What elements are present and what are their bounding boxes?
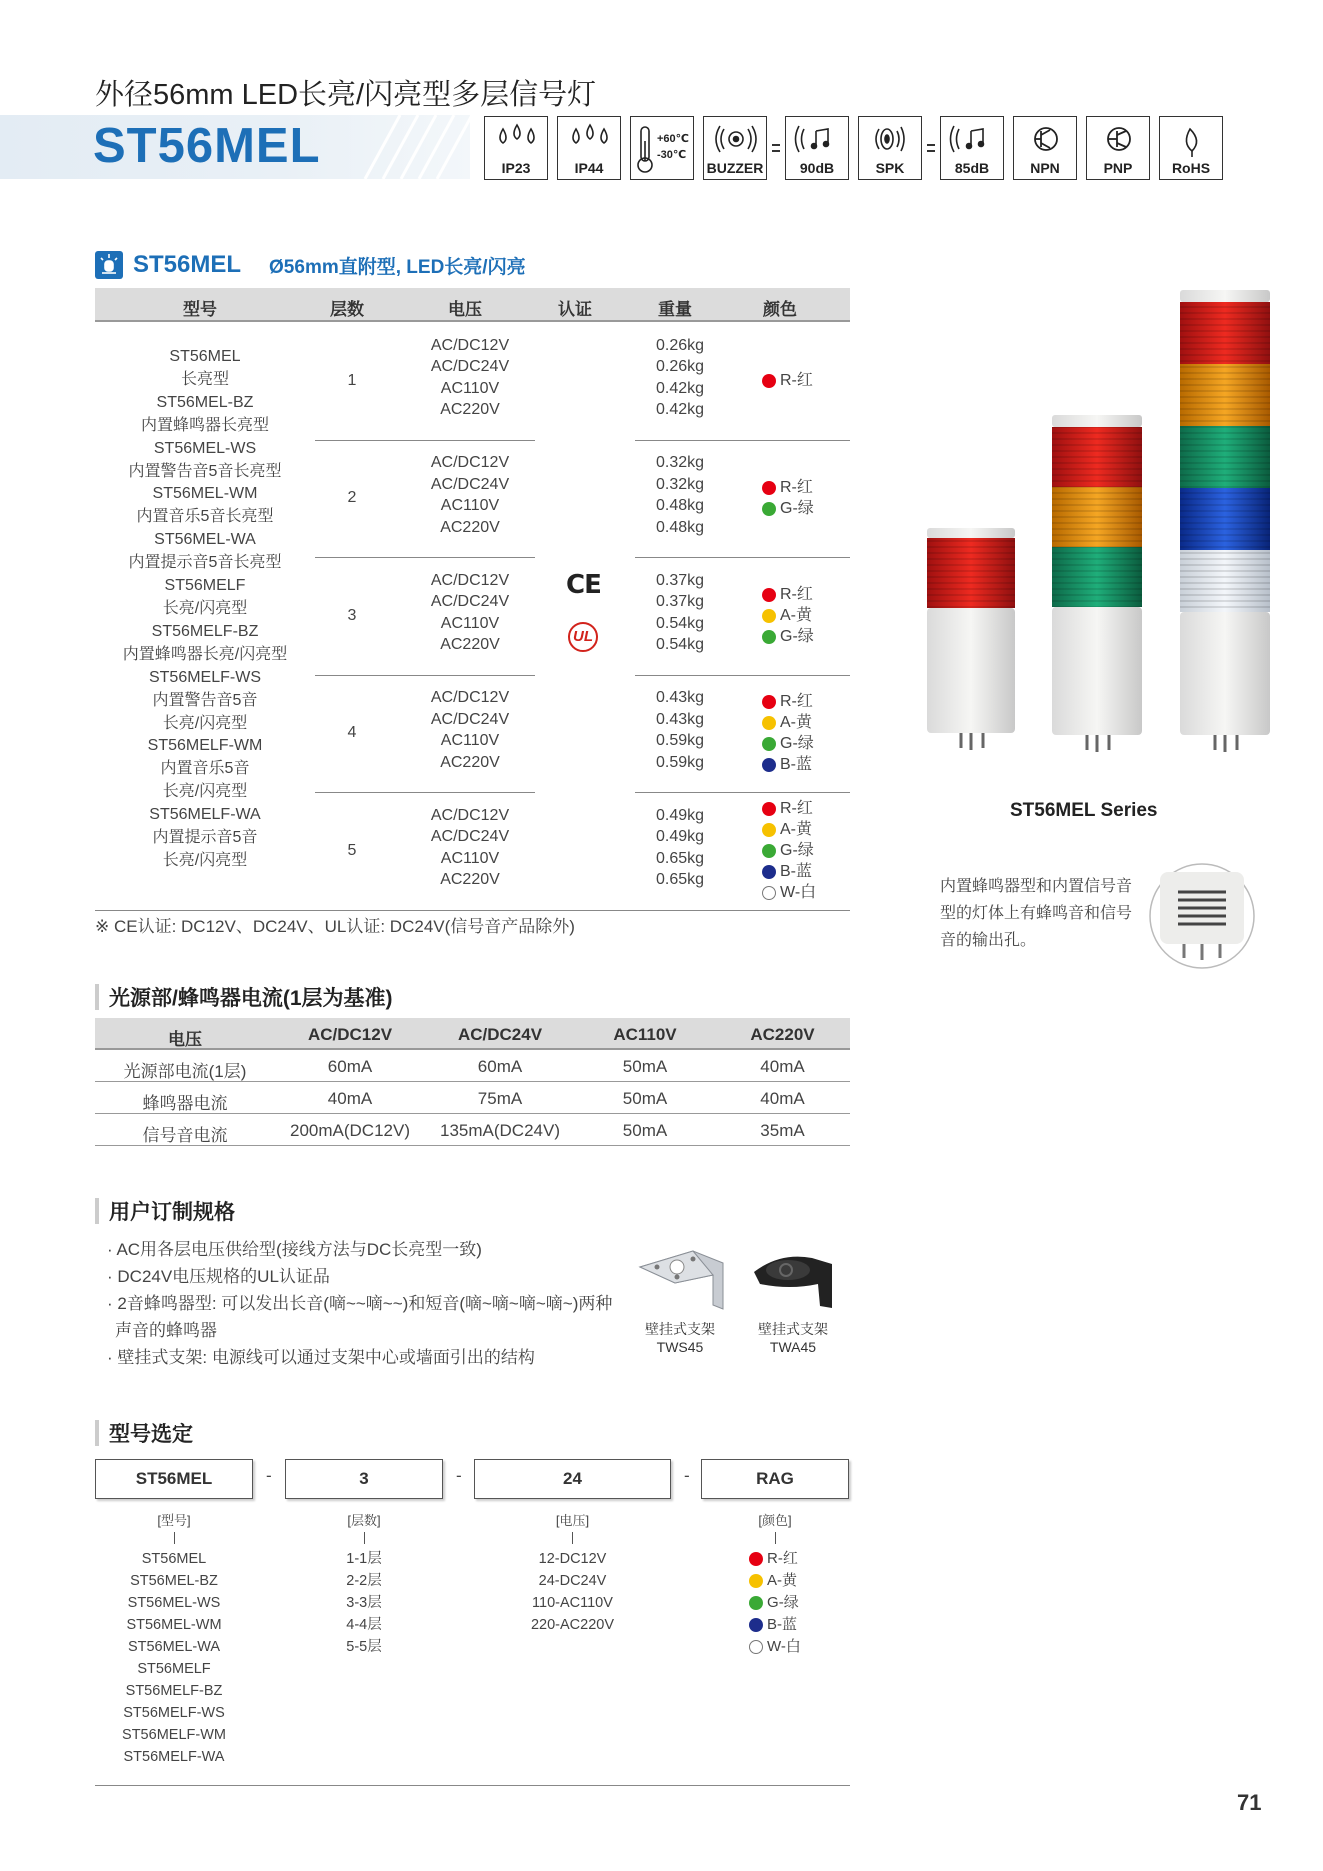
color-option	[762, 584, 814, 605]
voltage-value: AC220V	[440, 871, 500, 889]
color-dot	[762, 374, 776, 388]
selection-box-layers: 3	[285, 1459, 443, 1499]
signal-light-icon	[95, 251, 123, 279]
cert-note: ※ CE认证: DC12V、DC24V、UL认证: DC24V(信号音产品除外)	[95, 917, 575, 936]
weight-value: 0.43kg	[655, 710, 705, 728]
color-dot	[762, 886, 776, 900]
option-item: ST56MELF-WS	[123, 1705, 225, 1721]
model-name: ST56MELF-WM	[147, 737, 263, 755]
spec-badges	[484, 116, 1223, 180]
badge-label: IP23	[501, 160, 531, 176]
current-table-cell: 电压	[168, 1030, 202, 1049]
color-dot	[762, 865, 776, 879]
option-item: 24-DC24V	[538, 1573, 607, 1589]
current-table-cell: 200mA(DC12V)	[290, 1121, 410, 1140]
weight-value: 0.49kg	[655, 828, 705, 846]
model-name: ST56MELF-WA	[149, 806, 261, 824]
current-table-row	[95, 1050, 850, 1082]
weight-value: 0.26kg	[655, 358, 705, 376]
current-table-cell: 60mA	[327, 1057, 373, 1076]
equals-separator	[927, 116, 935, 180]
color-label: R-红	[780, 372, 813, 390]
voltage-options	[474, 1510, 671, 1636]
badge-spk	[858, 116, 922, 180]
option-item: 12-DC12V	[538, 1551, 607, 1567]
model-name: 长亮/闪亮型	[162, 599, 248, 617]
section-current-header	[95, 982, 393, 1012]
current-table-cell: 135mA(DC24V)	[440, 1121, 560, 1140]
model-name: 长亮/闪亮型	[162, 783, 248, 801]
option-item: 1-1层	[346, 1551, 382, 1567]
product-description: 内置蜂鸣器型和内置信号音 型的灯体上有蜂鸣音和信号 音的输出孔。	[940, 878, 1133, 949]
model-name: 内置蜂鸣器长亮型	[140, 416, 269, 434]
option-item: 220-AC220V	[530, 1617, 615, 1633]
option-item: ST56MEL-WM	[126, 1617, 222, 1633]
voltage-value: AC220V	[440, 401, 500, 419]
model-name: ST56MELF-WS	[148, 668, 261, 686]
model-name: ST56MEL-WA	[154, 531, 256, 549]
color-dot	[762, 823, 776, 837]
voltage-value: AC/DC24V	[430, 475, 510, 493]
voltage-value: AC220V	[440, 753, 500, 771]
voltage-value: AC/DC12V	[430, 336, 510, 354]
color-label: G-绿	[780, 735, 814, 753]
color-dot	[762, 630, 776, 644]
color-label: R-红	[780, 586, 813, 604]
color-list	[762, 477, 814, 519]
th-voltage: 电压	[448, 300, 482, 319]
badge-label: PNP	[1103, 160, 1133, 176]
model-name: 内置音乐5音长亮型	[136, 508, 274, 526]
current-table-cell: 40mA	[760, 1057, 805, 1076]
option-label: [层数]	[347, 1513, 381, 1528]
th-weight: 重量	[658, 300, 692, 319]
weight-value: 0.32kg	[655, 454, 705, 472]
buzzer-detail-image	[1148, 862, 1256, 970]
voltage-value: AC/DC12V	[430, 454, 510, 472]
color-list	[762, 798, 816, 903]
option-connector	[174, 1532, 175, 1544]
voltage-list	[410, 570, 530, 656]
color-option	[762, 754, 814, 775]
color-label: G-绿	[767, 1594, 799, 1611]
badge-label: NPN	[1030, 160, 1060, 176]
temperature-range: +60℃ -30℃	[657, 133, 689, 161]
bracket-twa45-caption: 壁挂式支架 TWA45	[758, 1321, 828, 1355]
weight-value: 0.42kg	[655, 401, 705, 419]
selection-box-color: RAG	[701, 1459, 849, 1499]
custom-spec-item: · DC24V电压规格的UL认证品	[107, 1267, 330, 1286]
model-name: ST56MEL	[169, 348, 241, 365]
option-item	[749, 1592, 801, 1614]
equals-separator	[772, 116, 780, 180]
voltage-value: AC/DC12V	[430, 571, 510, 589]
bracket-tws45-caption: 壁挂式支架 TWS45	[645, 1321, 715, 1355]
color-option	[762, 840, 816, 861]
weight-list	[640, 687, 720, 773]
th-model: 型号	[183, 300, 217, 319]
option-item: ST56MELF-WM	[122, 1727, 226, 1743]
color-dot	[762, 737, 776, 751]
color-option	[762, 882, 816, 903]
current-table-cell: 蜂鸣器电流	[142, 1094, 228, 1113]
weight-list	[640, 570, 720, 656]
current-table-header	[95, 1018, 850, 1050]
model-name: 内置蜂鸣器长亮/闪亮型	[122, 645, 288, 663]
option-item: ST56MEL-WS	[127, 1595, 221, 1611]
option-item: ST56MELF-BZ	[125, 1683, 223, 1699]
option-label: [型号]	[157, 1513, 191, 1528]
badge-label: BUZZER	[706, 160, 764, 176]
weight-value: 0.49kg	[655, 806, 705, 824]
selection-box-model: ST56MEL	[95, 1459, 253, 1499]
section-custom-header	[95, 1196, 235, 1226]
color-option	[762, 626, 814, 647]
voltage-value: AC110V	[440, 614, 500, 632]
badge-90db	[785, 116, 849, 180]
current-table-cell: AC/DC12V	[307, 1025, 393, 1044]
spec-table-header	[95, 288, 850, 322]
color-option	[762, 733, 814, 754]
option-item: ST56MELF-WA	[123, 1749, 225, 1765]
color-list	[762, 584, 814, 647]
layer-count: 1	[347, 371, 357, 389]
option-item	[749, 1570, 801, 1592]
color-dot	[762, 716, 776, 730]
layer-count: 4	[347, 724, 357, 742]
section-product-header	[95, 251, 526, 279]
weight-value: 0.48kg	[655, 518, 705, 536]
current-table-cell: 40mA	[760, 1089, 805, 1108]
color-dot	[749, 1596, 763, 1610]
color-label: W-白	[767, 1638, 801, 1655]
section-custom-title: 用户订制规格	[109, 1201, 235, 1224]
model-name: 内置提示音5音长亮型	[128, 554, 282, 572]
badge-ip23	[484, 116, 548, 180]
selection-box-voltage: 24	[474, 1459, 671, 1499]
color-option	[762, 477, 814, 498]
selection-separator: -	[456, 1466, 462, 1485]
weight-value: 0.65kg	[655, 849, 705, 867]
section-current-title: 光源部/蜂鸣器电流(1层为基准)	[109, 987, 393, 1010]
option-item	[749, 1636, 801, 1658]
current-table-cell: AC/DC24V	[457, 1025, 543, 1044]
voltage-value: AC/DC24V	[430, 828, 510, 846]
option-item: ST56MELF	[137, 1661, 211, 1677]
layer-options	[285, 1510, 443, 1658]
color-label: B-蓝	[767, 1616, 798, 1633]
voltage-value: AC110V	[440, 732, 500, 750]
voltage-value: AC220V	[440, 636, 500, 654]
color-dot	[762, 802, 776, 816]
color-dot	[749, 1574, 763, 1588]
weight-value: 0.48kg	[655, 497, 705, 515]
weight-value: 0.26kg	[655, 336, 705, 354]
color-label: B-蓝	[780, 863, 813, 881]
option-item	[749, 1614, 801, 1636]
weight-value: 0.32kg	[655, 475, 705, 493]
page-subtitle: 外径56mm LED长亮/闪亮型多层信号灯	[95, 79, 597, 111]
color-dot	[762, 609, 776, 623]
option-item: 3-3层	[346, 1595, 382, 1611]
model-name: 内置提示音5音	[152, 829, 258, 847]
option-item: ST56MEL-BZ	[130, 1573, 218, 1589]
model-name: ST56MELF-BZ	[151, 622, 259, 640]
table-bottom-line	[95, 910, 850, 912]
color-label: R-红	[780, 693, 813, 711]
badge-temperature	[630, 116, 694, 180]
voltage-value: AC110V	[440, 379, 500, 397]
badge-label: RoHS	[1171, 160, 1211, 176]
custom-spec-item: 声音的蜂鸣器	[115, 1321, 217, 1340]
badge-ip44	[557, 116, 621, 180]
current-table	[95, 1018, 850, 1146]
section-product-title: ST56MEL	[133, 251, 242, 278]
footer-line	[95, 1785, 850, 1786]
current-table-cell: 75mA	[477, 1089, 523, 1108]
th-cert: 认证	[558, 300, 592, 319]
weight-value: 0.42kg	[655, 379, 705, 397]
voltage-list	[410, 335, 530, 421]
badge-label: 90dB	[799, 160, 835, 176]
color-label: A-黄	[780, 714, 813, 732]
page-number: 71	[1237, 1790, 1262, 1815]
color-list	[762, 370, 813, 391]
badge-pnp	[1086, 116, 1150, 180]
ce-mark: CE	[566, 570, 601, 600]
badge-85db	[940, 116, 1004, 180]
current-table-cell: 35mA	[760, 1121, 805, 1140]
color-label: B-蓝	[780, 756, 813, 774]
color-dot	[762, 758, 776, 772]
badge-label: SPK	[875, 160, 905, 176]
voltage-list	[410, 805, 530, 891]
color-dot	[762, 481, 776, 495]
model-name: ST56MEL-WS	[153, 439, 257, 457]
voltage-value: AC/DC12V	[430, 689, 510, 707]
color-label: W-白	[780, 884, 817, 902]
color-option	[762, 798, 816, 819]
badge-label: IP44	[574, 160, 604, 176]
title-band-stripes	[355, 115, 475, 179]
model-name: 长亮/闪亮型	[162, 851, 248, 869]
series-label: ST56MEL Series	[1010, 800, 1158, 821]
current-table-cell: 40mA	[327, 1089, 373, 1108]
section-selection-title: 型号选定	[109, 1423, 193, 1446]
option-item	[749, 1548, 801, 1570]
voltage-value: AC/DC12V	[430, 806, 510, 824]
color-label: R-红	[780, 800, 813, 818]
bracket-twa45-image	[750, 1240, 838, 1312]
option-item: 5-5层	[346, 1639, 382, 1655]
weight-list	[640, 335, 720, 421]
color-dot	[749, 1552, 763, 1566]
voltage-value: AC/DC24V	[430, 593, 510, 611]
color-option	[762, 605, 814, 626]
weight-value: 0.37kg	[655, 593, 705, 611]
model-name: ST56MEL-WM	[152, 485, 258, 503]
voltage-value: AC/DC24V	[430, 710, 510, 728]
color-list	[762, 691, 814, 775]
color-label: G-绿	[780, 842, 814, 860]
custom-spec-item: · 壁挂式支架: 电源线可以通过支架中心或墙面引出的结构	[107, 1348, 535, 1367]
voltage-value: AC220V	[440, 518, 500, 536]
badge-rohs	[1159, 116, 1223, 180]
weight-value: 0.54kg	[655, 614, 705, 632]
color-dot	[762, 695, 776, 709]
current-table-cell: 60mA	[477, 1057, 523, 1076]
badge-buzzer	[703, 116, 767, 180]
current-table-cell: 信号音电流	[142, 1126, 228, 1145]
color-label: G-绿	[780, 628, 814, 646]
badge-npn	[1013, 116, 1077, 180]
ul-mark: UL	[568, 622, 598, 652]
color-dot	[749, 1618, 763, 1632]
color-option	[762, 370, 813, 391]
section-selection-header	[95, 1418, 193, 1448]
current-table-row	[95, 1082, 850, 1114]
option-item: 110-AC110V	[532, 1595, 613, 1611]
current-table-row	[95, 1114, 850, 1146]
model-name: 长亮/闪亮型	[162, 714, 248, 732]
weight-value: 0.59kg	[655, 753, 705, 771]
custom-spec-list	[107, 1236, 612, 1371]
color-dot	[762, 588, 776, 602]
model-name: ST56MELF	[164, 577, 246, 595]
product-image-towers	[915, 280, 1275, 760]
option-item: ST56MEL-WA	[127, 1639, 221, 1655]
color-label: A-黄	[780, 607, 813, 625]
model-name: 内置警告音5音	[152, 691, 258, 709]
current-table-cell: 50mA	[622, 1089, 668, 1108]
custom-spec-item: · 2音蜂鸣器型: 可以发出长音(嘀~~嘀~~)和短音(嘀~嘀~嘀~嘀~)两种	[107, 1294, 613, 1313]
weight-value: 0.65kg	[655, 871, 705, 889]
weight-value: 0.43kg	[655, 689, 705, 707]
option-connector	[572, 1532, 573, 1544]
cert-column	[535, 322, 635, 910]
color-label: R-红	[767, 1550, 798, 1567]
color-option	[762, 819, 816, 840]
color-label: G-绿	[780, 500, 814, 518]
color-option	[762, 712, 814, 733]
voltage-value: AC110V	[440, 497, 500, 515]
current-table-cell: 光源部电流(1层)	[123, 1062, 247, 1081]
layer-count: 5	[347, 841, 357, 859]
badge-label: 85dB	[954, 160, 990, 176]
voltage-value: AC/DC24V	[430, 358, 510, 376]
color-dot	[762, 844, 776, 858]
color-options	[701, 1510, 849, 1661]
current-table-cell: 50mA	[622, 1057, 668, 1076]
selection-separator: -	[266, 1466, 272, 1485]
option-label: [电压]	[555, 1513, 590, 1528]
model-name: 内置音乐5音	[160, 760, 250, 778]
option-label: [颜色]	[758, 1513, 792, 1528]
color-label: R-红	[780, 479, 813, 497]
weight-value: 0.37kg	[655, 571, 705, 589]
color-option	[762, 691, 814, 712]
option-item: 4-4层	[346, 1617, 382, 1633]
option-item: ST56MEL	[141, 1551, 207, 1567]
model-options	[95, 1510, 253, 1768]
layer-count: 2	[347, 489, 357, 507]
selection-separator: -	[684, 1466, 690, 1485]
section-product-subtitle: Ø56mm直附型, LED长亮/闪亮	[269, 256, 526, 278]
option-connector	[364, 1532, 365, 1544]
color-dot	[762, 502, 776, 516]
voltage-value: AC110V	[440, 849, 500, 867]
model-name: 内置警告音5音长亮型	[128, 462, 282, 480]
option-connector	[775, 1532, 776, 1544]
color-label: A-黄	[780, 821, 813, 839]
weight-value: 0.59kg	[655, 732, 705, 750]
current-table-cell: 50mA	[622, 1121, 668, 1140]
current-table-cell: AC220V	[750, 1025, 815, 1044]
weight-list	[640, 452, 720, 538]
bracket-tws45-image	[635, 1245, 730, 1313]
current-table-cell: AC110V	[613, 1025, 677, 1044]
layer-count: 3	[347, 606, 357, 624]
weight-value: 0.54kg	[655, 636, 705, 654]
model-name: ST56MEL-BZ	[156, 393, 254, 411]
color-label: A-黄	[767, 1572, 798, 1589]
color-option	[762, 498, 814, 519]
th-color: 颜色	[763, 300, 797, 319]
th-layers: 层数	[330, 300, 364, 319]
voltage-list	[410, 687, 530, 773]
color-option	[762, 861, 816, 882]
model-name: 长亮型	[180, 370, 229, 388]
model-column	[105, 346, 305, 873]
weight-list	[640, 805, 720, 891]
page-title: ST56MEL	[93, 119, 321, 173]
custom-spec-item: · AC用各层电压供给型(接线方法与DC长亮型一致)	[107, 1240, 482, 1259]
color-dot	[749, 1640, 763, 1654]
option-item: 2-2层	[346, 1573, 382, 1589]
voltage-list	[410, 452, 530, 538]
